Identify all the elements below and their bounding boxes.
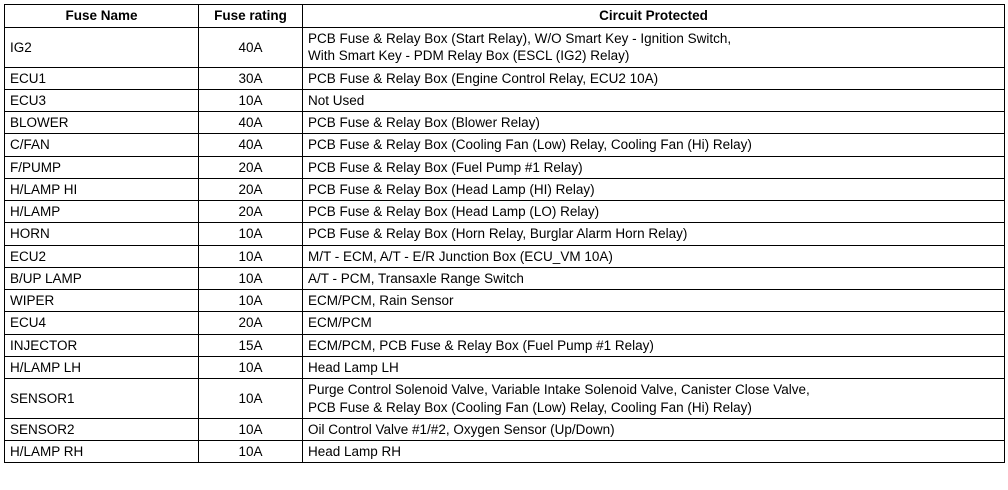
cell-circuit-protected: [303, 290, 1005, 312]
table-row: [5, 441, 1005, 463]
circuit-line: PCB Fuse & Relay Box (Head Lamp (HI) Relay): [308, 181, 595, 197]
column-header-fuse-rating: Fuse rating: [199, 5, 303, 28]
circuit-line: PCB Fuse & Relay Box (Head Lamp (LO) Relay): [308, 204, 600, 220]
circuit-line: PCB Fuse & Relay Box (Horn Relay, Burglar Alarm Horn Relay): [308, 226, 688, 242]
cell-fuse-rating: 30A: [199, 67, 303, 89]
cell-fuse-name: H/LAMP RH: [5, 441, 199, 463]
circuit-line: PCB Fuse & Relay Box (Fuel Pump #1 Relay): [308, 159, 583, 175]
cell-fuse-rating: 10A: [199, 379, 303, 419]
circuit-line: Head Lamp LH: [308, 359, 399, 375]
cell-fuse-rating: 10A: [199, 89, 303, 111]
cell-fuse-rating: 10A: [199, 441, 303, 463]
table-row: [5, 134, 1005, 156]
cell-fuse-name: ECU3: [5, 89, 199, 111]
table-row: [5, 267, 1005, 289]
cell-circuit-protected: [303, 89, 1005, 111]
table-row: [5, 290, 1005, 312]
cell-fuse-rating: 10A: [199, 418, 303, 440]
circuit-line: ECM/PCM, PCB Fuse & Relay Box (Fuel Pump #1 Relay): [308, 337, 654, 353]
fuse-table: [4, 4, 1005, 463]
cell-fuse-rating: 10A: [199, 223, 303, 245]
table-row: [5, 28, 1005, 68]
cell-fuse-rating: 20A: [199, 156, 303, 178]
table-row: [5, 156, 1005, 178]
circuit-line: PCB Fuse & Relay Box (Engine Control Relay, ECU2 10A): [308, 70, 659, 86]
circuit-line: PCB Fuse & Relay Box (Start Relay), W/O Smart Key - Ignition Switch,: [308, 31, 732, 46]
cell-circuit-protected: [303, 418, 1005, 440]
cell-circuit-protected: [303, 223, 1005, 245]
cell-fuse-name: ECU2: [5, 245, 199, 267]
table-row: [5, 418, 1005, 440]
cell-fuse-name: C/FAN: [5, 134, 199, 156]
cell-circuit-protected: [303, 312, 1005, 334]
cell-circuit-protected: [303, 28, 1005, 68]
cell-circuit-protected: [303, 356, 1005, 378]
circuit-line: PCB Fuse & Relay Box (Blower Relay): [308, 115, 540, 131]
circuit-line: ECM/PCM: [308, 315, 372, 331]
table-row: [5, 201, 1005, 223]
cell-fuse-rating: 10A: [199, 290, 303, 312]
cell-circuit-protected: [303, 201, 1005, 223]
cell-fuse-name: H/LAMP: [5, 201, 199, 223]
cell-fuse-rating: 20A: [199, 178, 303, 200]
cell-fuse-name: H/LAMP HI: [5, 178, 199, 200]
cell-fuse-rating: 10A: [199, 356, 303, 378]
table-row: [5, 67, 1005, 89]
cell-fuse-name: INJECTOR: [5, 334, 199, 356]
cell-circuit-protected: [303, 67, 1005, 89]
circuit-line: PCB Fuse & Relay Box (Cooling Fan (Low) Relay, Cooling Fan (Hi) Relay): [308, 137, 752, 153]
circuit-line: ECM/PCM, Rain Sensor: [308, 293, 454, 309]
cell-fuse-name: SENSOR2: [5, 418, 199, 440]
table-row: [5, 334, 1005, 356]
cell-circuit-protected: [303, 334, 1005, 356]
cell-fuse-rating: 15A: [199, 334, 303, 356]
cell-circuit-protected: [303, 267, 1005, 289]
circuit-line: M/T - ECM, A/T - E/R Junction Box (ECU_VM 10A): [308, 248, 613, 264]
table-row: [5, 312, 1005, 334]
column-header-fuse-name: Fuse Name: [5, 5, 199, 28]
cell-fuse-rating: 10A: [199, 245, 303, 267]
cell-fuse-name: ECU4: [5, 312, 199, 334]
table-body: [5, 28, 1005, 463]
cell-fuse-name: BLOWER: [5, 112, 199, 134]
cell-fuse-name: HORN: [5, 223, 199, 245]
table-row: [5, 89, 1005, 111]
cell-fuse-name: H/LAMP LH: [5, 356, 199, 378]
cell-circuit-protected: [303, 134, 1005, 156]
circuit-line: Oil Control Valve #1/#2, Oxygen Sensor (Up/Down): [308, 421, 615, 437]
cell-fuse-name: F/PUMP: [5, 156, 199, 178]
cell-fuse-name: SENSOR1: [5, 379, 199, 419]
cell-fuse-rating: 20A: [199, 201, 303, 223]
cell-fuse-rating: 20A: [199, 312, 303, 334]
cell-circuit-protected: [303, 379, 1005, 419]
table-row: [5, 379, 1005, 419]
circuit-line: Not Used: [308, 92, 365, 108]
circuit-line: Purge Control Solenoid Valve, Variable Intake Solenoid Valve, Canister Close Valve,: [308, 382, 810, 398]
cell-fuse-name: ECU1: [5, 67, 199, 89]
table-row: [5, 178, 1005, 200]
table-header: [5, 5, 1005, 28]
cell-fuse-rating: 40A: [199, 134, 303, 156]
table-row: [5, 223, 1005, 245]
circuit-line: A/T - PCM, Transaxle Range Switch: [308, 270, 524, 286]
cell-circuit-protected: [303, 245, 1005, 267]
circuit-line: Head Lamp RH: [308, 444, 402, 460]
cell-fuse-name: B/UP LAMP: [5, 267, 199, 289]
cell-fuse-name: WIPER: [5, 290, 199, 312]
cell-fuse-rating: 40A: [199, 112, 303, 134]
table-row: [5, 112, 1005, 134]
table-row: [5, 245, 1005, 267]
cell-circuit-protected: [303, 156, 1005, 178]
cell-circuit-protected: [303, 112, 1005, 134]
cell-fuse-name: IG2: [5, 28, 199, 68]
circuit-line: PCB Fuse & Relay Box (Cooling Fan (Low) Relay, Cooling Fan (Hi) Relay): [308, 399, 752, 415]
cell-fuse-rating: 40A: [199, 28, 303, 68]
cell-fuse-rating: 10A: [199, 267, 303, 289]
cell-circuit-protected: [303, 178, 1005, 200]
circuit-line: With Smart Key - PDM Relay Box (ESCL (IG2) Relay): [308, 48, 630, 64]
table-header-row: [5, 5, 1005, 28]
table-row: [5, 356, 1005, 378]
column-header-circuit-protected: Circuit Protected: [303, 5, 1005, 28]
cell-circuit-protected: [303, 441, 1005, 463]
